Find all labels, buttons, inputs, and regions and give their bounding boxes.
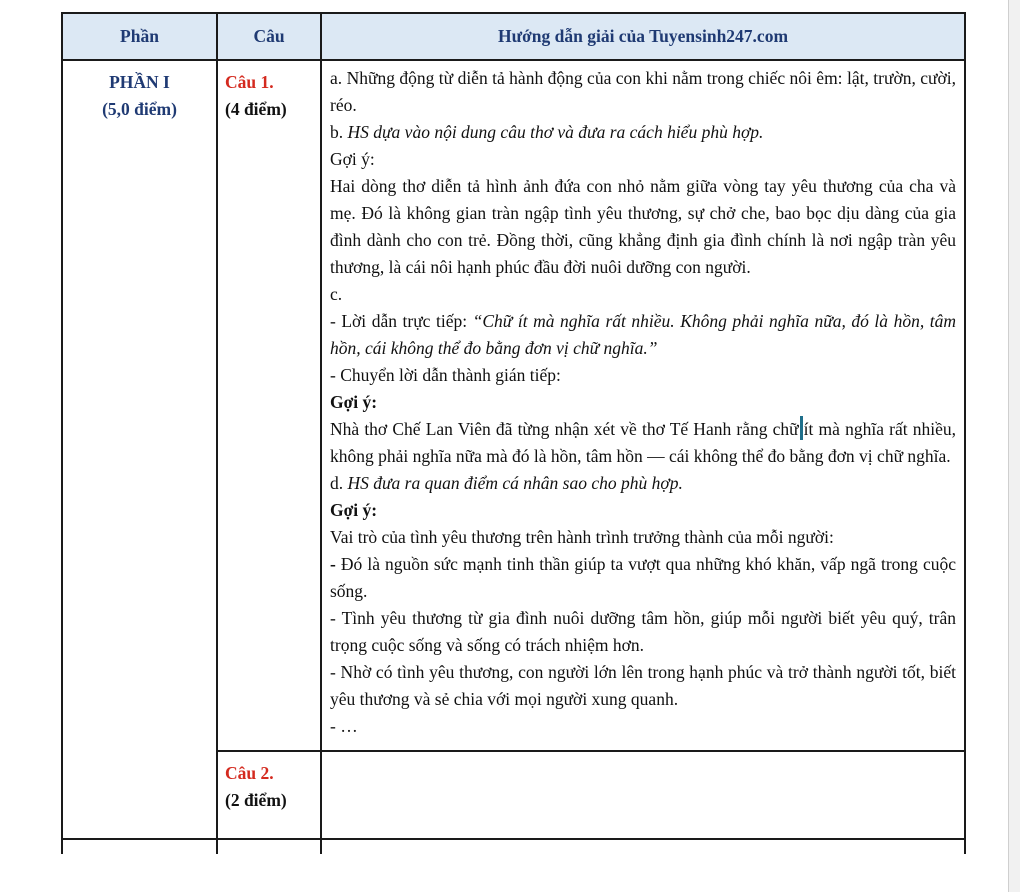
answer-c-body-before: Nhà thơ Chế Lan Viên đã từng nhận xét về thơ Tế Hanh rằng chữ — [330, 419, 799, 439]
answer-c-convert: - Chuyển lời dẫn thành gián tiếp: — [330, 365, 561, 385]
part-name: PHẦN I — [109, 72, 170, 92]
answer-d-prefix: d. — [330, 473, 348, 493]
part-cell — [62, 839, 217, 854]
table-header-row — [62, 13, 965, 60]
header-part: Phần — [62, 13, 217, 60]
text-cursor[interactable] — [800, 416, 803, 440]
question-label: Câu 2. — [225, 763, 274, 783]
answer-c-direct — [330, 308, 956, 362]
answer-d-italic: HS đưa ra quan điểm cá nhân sao cho phù hợp. — [347, 473, 683, 493]
answer-d-point3: - Nhờ có tình yêu thương, con người lớn lên trong hạnh phúc và trở thành người tốt, biết yêu thương và sẻ chia với mọi người xung quanh. — [330, 662, 956, 709]
answer-c-body — [330, 416, 956, 470]
question-cell — [217, 751, 321, 839]
answer-c-quote: “Chữ ít mà nghĩa rất nhiều. Không phải nghĩa nữa, đó là hồn, tâm hồn, cái không thể đo bằng đơn vị chữ nghĩa.” — [330, 311, 956, 358]
answer-d-hint: Gợi ý: — [330, 500, 378, 520]
answer-d-intro: Vai trò của tình yêu thương trên hành trình trưởng thành của mỗi người: — [330, 527, 834, 547]
answer-c-direct-prefix: - Lời dẫn trực tiếp: — [330, 311, 473, 331]
question-cell — [217, 839, 321, 854]
answer-cell — [321, 751, 965, 839]
answer-b-hint: Gợi ý: — [330, 149, 375, 169]
answer-d-point1-dash: - — [330, 554, 336, 574]
part-cell — [62, 60, 217, 839]
answer-c-label: c. — [330, 284, 343, 304]
header-guide: Hướng dẫn giải của Tuyensinh247.com — [321, 13, 965, 60]
answer-c-body-after: ít mà nghĩa rất nhiều, không phải nghĩa nữa mà đó là hồn, tâm hồn — cái không thể đo bằng đơn vị chữ nghĩa. — [330, 419, 957, 466]
question-cell — [217, 60, 321, 751]
answer-b — [330, 119, 956, 146]
part-score: (5,0 điểm) — [102, 99, 177, 119]
answer-d-point1 — [330, 551, 956, 605]
table-row — [62, 60, 965, 751]
table-row — [62, 839, 965, 854]
answer-b-body: Hai dòng thơ diễn tả hình ảnh đứa con nhỏ nằm giữa vòng tay yêu thương của cha và mẹ. Đó là không gian tràn ngập tình yêu thương, sự chở che, bao bọc dịu dàng của gia đình dành cho con trẻ. Đồng thời, cũng khẳng định gia đình chính là nơi ngập tràn yêu thương, là cái nôi hạnh phúc đầu đời nuôi dưỡng con người. — [330, 176, 956, 277]
answer-a: a. Những động từ diễn tả hành động của con khi nằm trong chiếc nôi êm: lật, trườn, cười, réo. — [330, 68, 956, 115]
answer-d-more: - … — [330, 716, 358, 736]
answer-b-prefix: b. — [330, 122, 348, 142]
answer-b-italic: HS dựa vào nội dung câu thơ và đưa ra cách hiểu phù hợp. — [347, 122, 764, 142]
answer-cell — [321, 839, 965, 854]
question-score: (4 điểm) — [225, 99, 287, 119]
question-score: (2 điểm) — [225, 790, 287, 810]
header-question: Câu — [217, 13, 321, 60]
answer-cell — [321, 60, 965, 751]
answer-d-point2: - Tình yêu thương từ gia đình nuôi dưỡng tâm hồn, giúp mỗi người biết yêu quý, trân trọng cuộc sống và sống có trách nhiệm hơn. — [330, 608, 956, 655]
answer-c-hint: Gợi ý: — [330, 392, 378, 412]
answer-table — [61, 12, 966, 854]
answer-d-point1-text: Đó là nguồn sức mạnh tinh thần giúp ta vượt qua những khó khăn, vấp ngã trong cuộc sống. — [330, 554, 956, 601]
answer-d — [330, 470, 956, 497]
question-label: Câu 1. — [225, 72, 274, 92]
